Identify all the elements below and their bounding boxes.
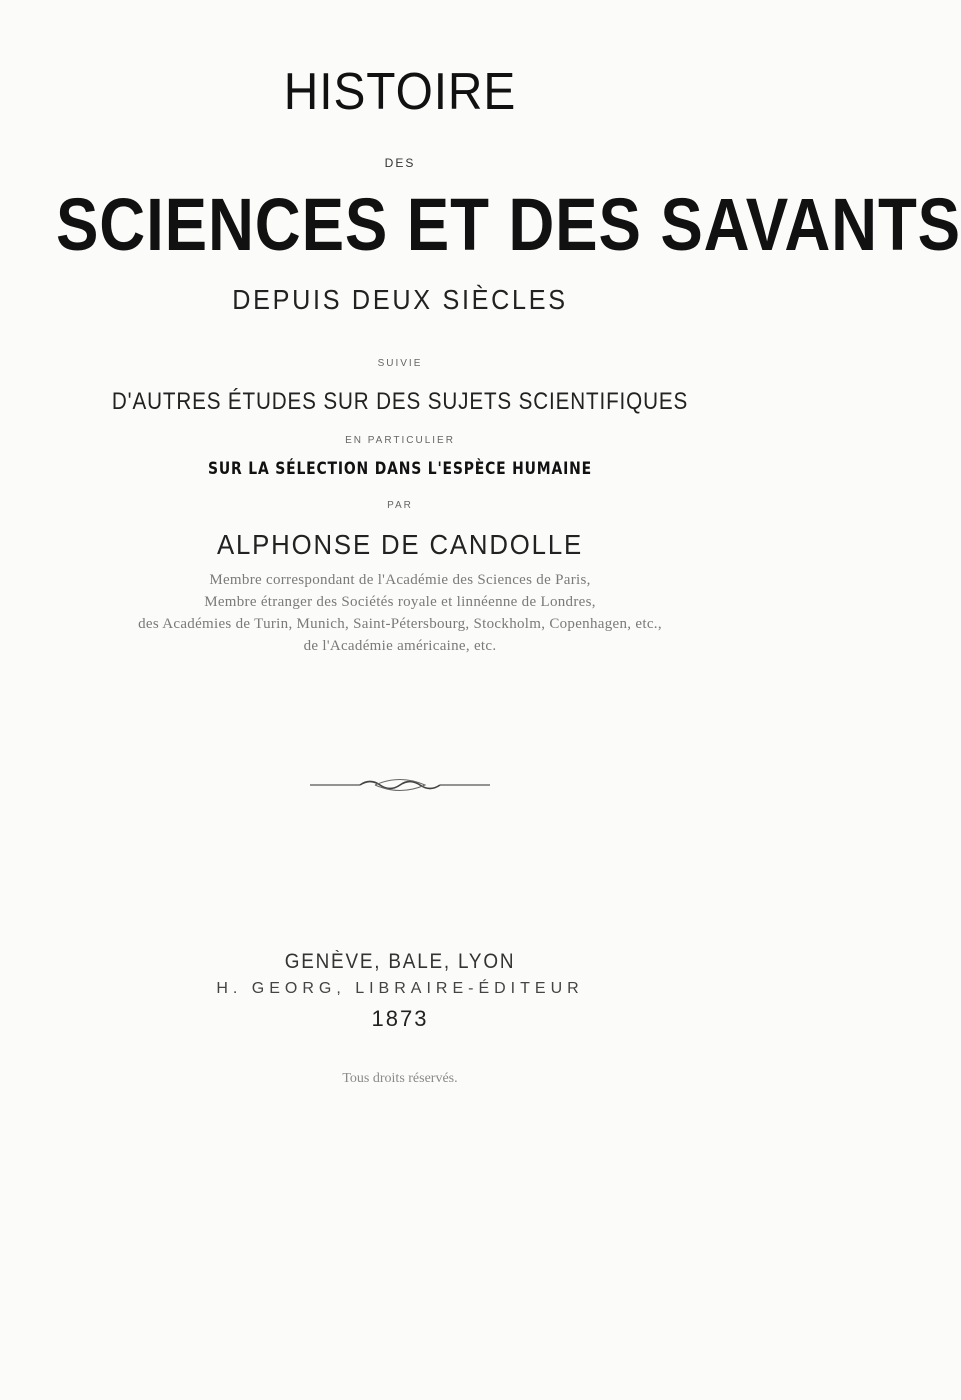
title-histoire: HISTOIRE: [283, 63, 517, 121]
author-affiliation: Membre étranger des Sociétés royale et linnéenne de Londres,: [204, 594, 596, 610]
title-sciences-savants: SCIENCES ET DES SAVANTS: [56, 183, 961, 266]
subtitle-autres-etudes: D'AUTRES ÉTUDES SUR DES SUJETS SCIENTIFIQUES: [111, 388, 689, 415]
author-affiliation: Membre correspondant de l'Académie des Sciences de Paris,: [209, 572, 591, 588]
subtitle-suivie: SUIVIE: [377, 358, 423, 369]
imprint-year: 1873: [371, 1006, 429, 1031]
imprint-publisher: H. GEORG, LIBRAIRE-ÉDITEUR: [216, 980, 584, 997]
author-affiliation: de l'Académie américaine, etc.: [303, 638, 497, 654]
author-affiliation: des Académies de Turin, Munich, Saint-Pétersbourg, Stockholm, Copenhagen, etc.,: [138, 616, 662, 632]
subtitle-selection: SUR LA SÉLECTION DANS L'ESPÈCE HUMAINE: [208, 459, 592, 479]
imprint-rights: Tous droits réservés.: [342, 1071, 458, 1086]
title-des: DES: [384, 156, 416, 170]
ornament-divider: [300, 770, 500, 800]
title-depuis-deux-siecles: DEPUIS DEUX SIÈCLES: [232, 284, 568, 315]
author-name: ALPHONSE DE CANDOLLE: [216, 529, 584, 560]
subtitle-en-particulier: EN PARTICULIER: [345, 435, 455, 446]
author-par: PAR: [387, 500, 413, 511]
imprint-places: GENÈVE, BALE, LYON: [284, 950, 516, 973]
